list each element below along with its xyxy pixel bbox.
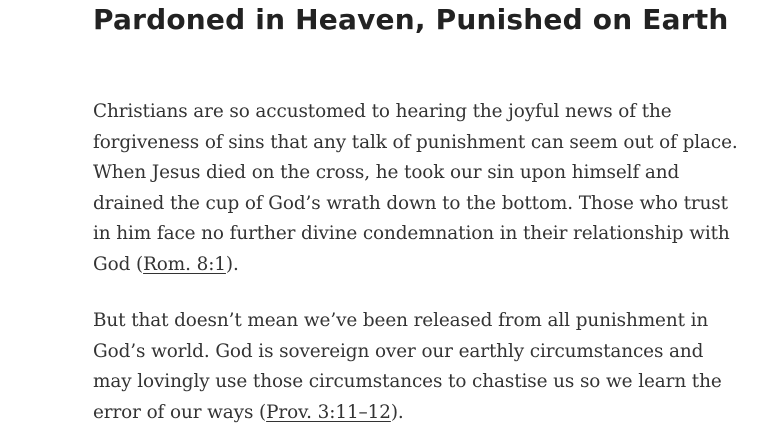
paragraph-1 [93, 97, 743, 280]
paragraph-2-text: But that doesn’t mean we’ve been released from all punishment in God’s world. God is sovereign over our earthly circumstances and may lovingly use those circumstances to chastise us so we learn the error of our ways ( [93, 310, 722, 423]
paragraph-1-end: ). [225, 253, 239, 275]
scripture-link-rom-8-1[interactable]: Rom. 8:1 [143, 253, 226, 275]
scripture-link-prov-3-11-12[interactable]: Prov. 3:11–12 [266, 401, 391, 423]
paragraph-2 [93, 306, 743, 428]
paragraph-2-end: ). [390, 401, 404, 423]
section-heading: Pardoned in Heaven, Punished on Earth [93, 3, 729, 36]
paragraph-1-text: Christians are so accustomed to hearing the joyful news of the forgiveness of sins that any talk of punishment can seem out of place. When Jesus died on the cross, he took our sin upon himself and drained the cup of God’s wrath down to the bottom. Those who trust in him face no further divine condemnation in their relationship with God ( [93, 101, 738, 275]
